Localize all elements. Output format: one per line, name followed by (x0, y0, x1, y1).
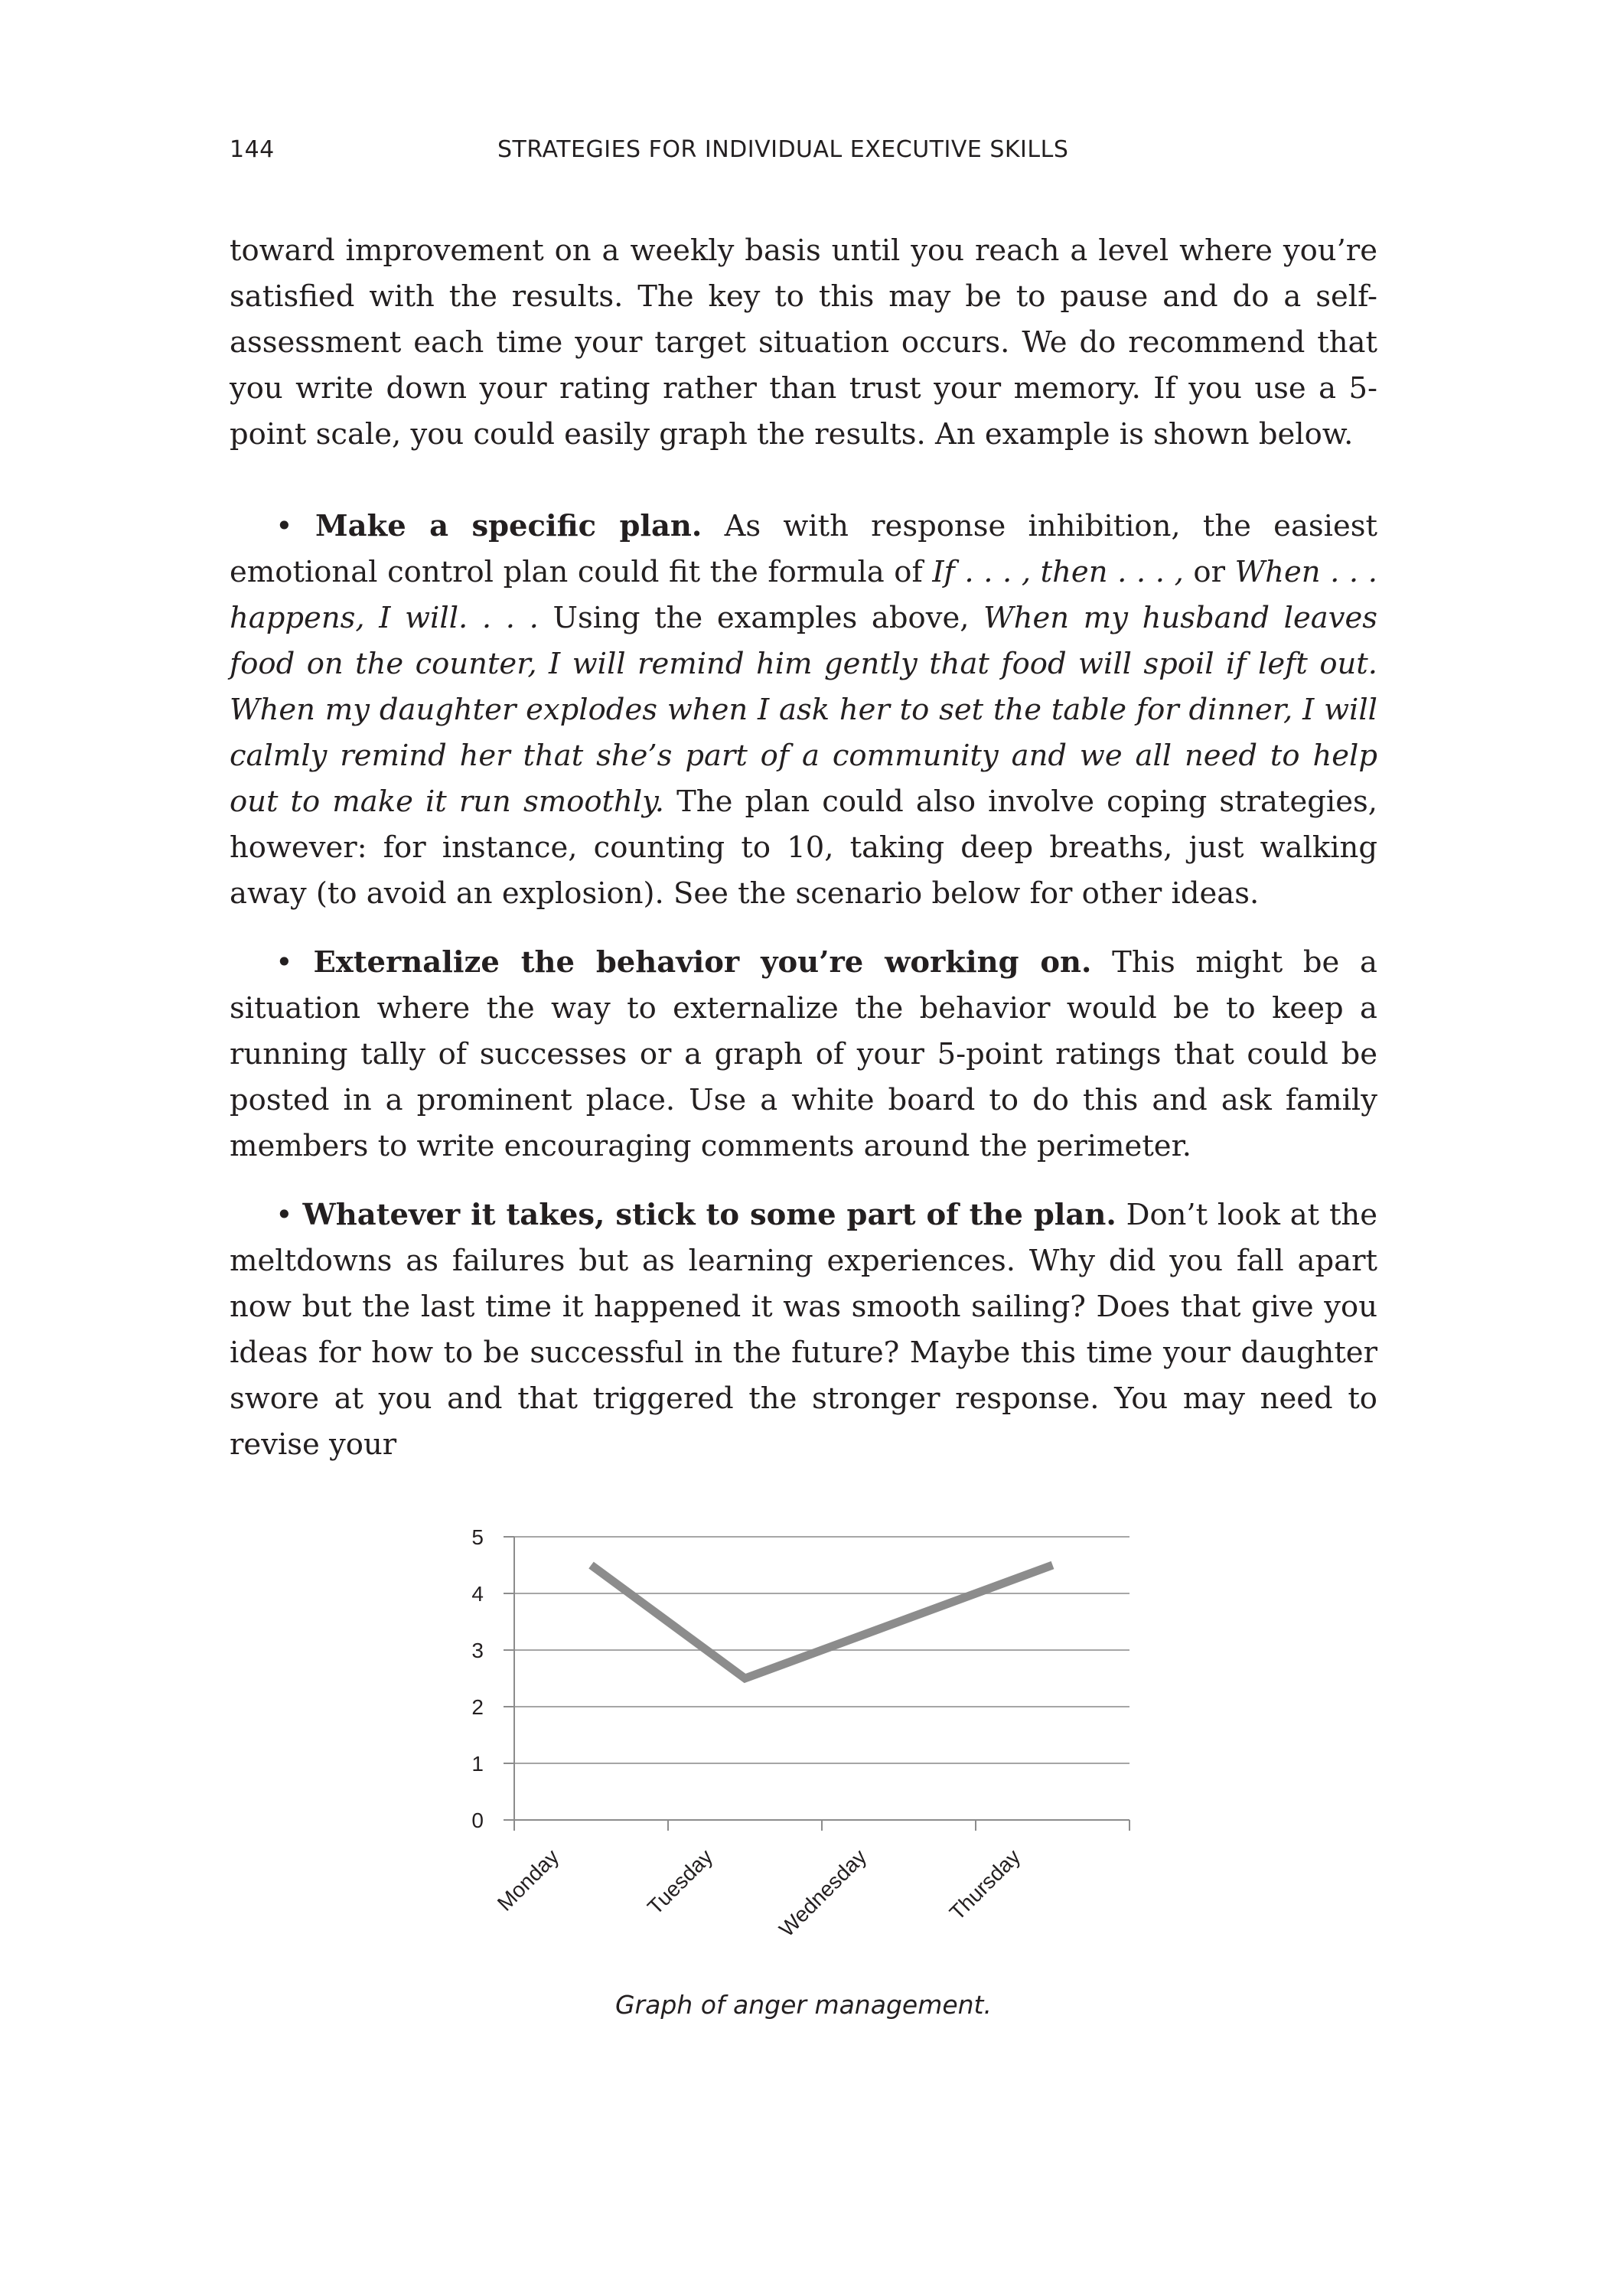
bullet-heading: Whatever it takes, stick to some part of the plan. (302, 1198, 1116, 1232)
y-tick-label: 1 (471, 1752, 484, 1776)
bullet-text: Using the examples above, (538, 601, 984, 635)
bullet-symbol: • (275, 945, 293, 980)
paragraph-continued: toward improvement on a weekly basis until you reach a level where you’re satisfied with the results. The key to this may be to pause and do a self-assessment each time your target situation occurs. We do recommend that you write down your rating rather than trust your memory. If you use a 5-point scale, you could easily graph the results. An example is shown below. (230, 233, 1377, 452)
bullet-text: Don’t look at the meltdowns as failures but as learning experiences. Why did you fall apart now but the last time it happened it was smooth sailing? Does that give you ideas for how to be successful in the future? Maybe this time your daughter swore at you and that triggered the stronger response. You may need to revise your (230, 1198, 1377, 1462)
x-tick-label: Thursday (944, 1844, 1025, 1925)
bullet-make-specific-plan (230, 504, 1377, 917)
y-tick-label: 2 (471, 1695, 484, 1719)
running-head (230, 136, 1377, 174)
bullet-italic-text: If . . . , then . . . , (932, 555, 1184, 589)
page-number: 144 (230, 136, 275, 163)
running-head-title: STRATEGIES FOR INDIVIDUAL EXECUTIVE SKILLS (497, 136, 1069, 163)
y-tick-label: 5 (471, 1525, 484, 1549)
bullet-text: The plan could also involve coping strategies, however: for instance, counting to 10, taking deep breaths, just walking away (to avoid an explosion). See the scenario below for other ideas. (230, 784, 1377, 911)
y-tick-label: 0 (471, 1808, 484, 1832)
body-text (230, 228, 1377, 1468)
y-tick-label: 4 (471, 1582, 484, 1606)
x-tick-label: Tuesday (643, 1844, 718, 1919)
series-line (592, 1565, 1053, 1678)
bullet-text: As with response inhibition, the easiest emotional control plan could fit the formula of (230, 509, 1377, 589)
bullet-italic-text: When my husband leaves food on the counter, I will remind him gently that food will spoil if left out. When my daughter explodes when I ask her to set the table for dinner, I will calmly remind her that she’s part of a community and we all need to help out to make it run smoothly. (230, 601, 1377, 819)
x-tick-label: Wednesday (774, 1844, 872, 1942)
x-tick-label: Monday (492, 1844, 564, 1916)
bullet-symbol: • (275, 509, 293, 543)
bullet-italic-text: When . . . happens, I will. . . . (230, 555, 1377, 635)
bullet-stick-to-plan (230, 1192, 1377, 1468)
bullet-symbol: • (275, 1198, 293, 1232)
bullet-heading: Externalize the behavior you’re working on. (313, 945, 1092, 980)
figure-caption: Graph of anger management. (614, 1990, 992, 2020)
bullet-externalize-behavior (230, 940, 1377, 1169)
bullet-text: This might be a situation where the way to externalize the behavior would be to keep a running tally of successes or a graph of your 5-point ratings that could be posted in a prominent place. Use a white board to do this and ask family members to write encouraging comments around the perimeter. (230, 945, 1377, 1163)
bullet-text: or (1183, 555, 1235, 589)
y-tick-label: 3 (471, 1639, 484, 1662)
bullet-heading: Make a specific plan. (315, 509, 702, 543)
